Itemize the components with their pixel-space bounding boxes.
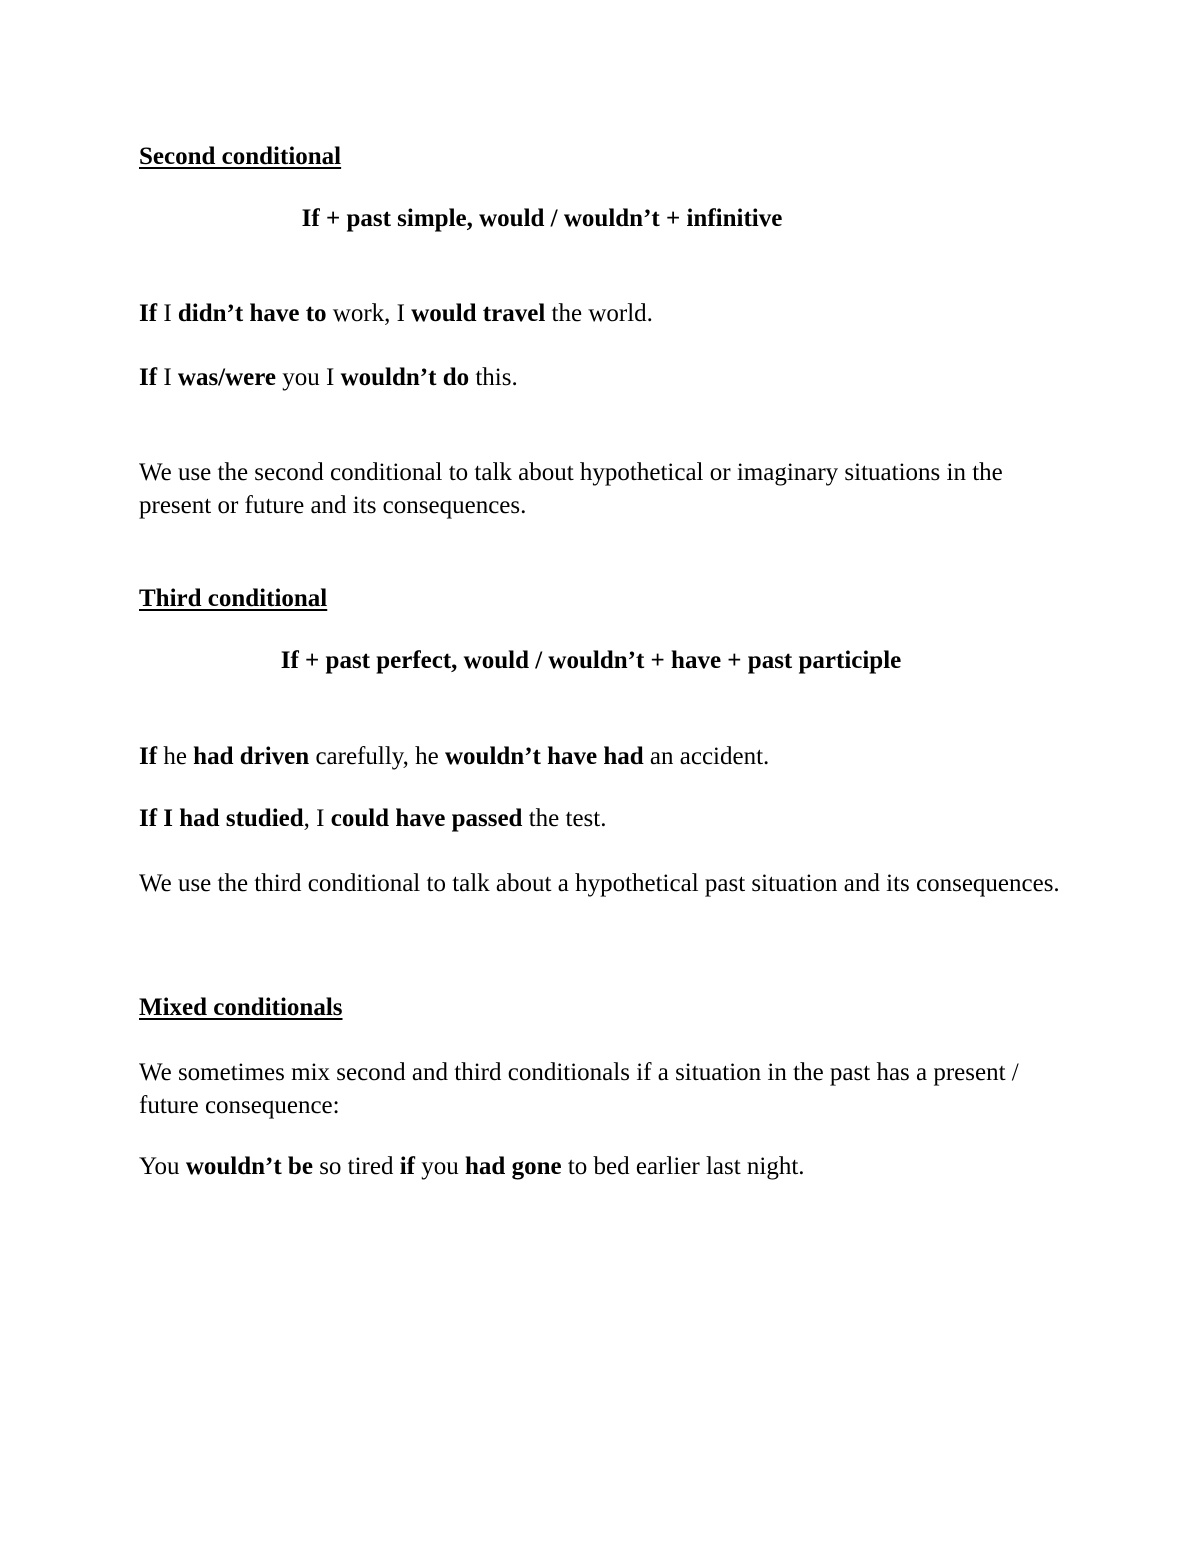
second-conditional-example-1 [139, 298, 1069, 330]
bold-text-segment: if [399, 1153, 416, 1180]
bold-text-segment: didn’t have to [177, 300, 327, 327]
third-conditional-heading: Third conditional [139, 585, 328, 612]
bold-text-segment: If I had studied [139, 805, 304, 832]
mixed-conditionals-example-1 [139, 1151, 1069, 1183]
text-segment: this. [469, 364, 518, 391]
text-segment: you [415, 1153, 466, 1180]
text-segment: the test. [522, 805, 607, 832]
bold-text-segment: wouldn’t be [185, 1153, 313, 1180]
text-segment: you I [276, 364, 341, 391]
second-conditional-example-2 [139, 362, 1069, 394]
text-segment: the world. [545, 300, 653, 327]
third-conditional-example-1 [139, 741, 1069, 773]
mixed-conditionals-explanation: We sometimes mix second and third conditionals if a situation in the past has a present / future consequence: [139, 1059, 1019, 1119]
bold-text-segment: had driven [193, 743, 310, 770]
bold-text-segment: wouldn’t have had [445, 743, 644, 770]
second-conditional-heading: Second conditional [139, 143, 342, 170]
text-segment: , I [303, 805, 331, 832]
bold-text-segment: could have passed [330, 805, 523, 832]
text-segment: to bed earlier last night. [561, 1153, 805, 1180]
mixed-conditionals-heading: Mixed conditionals [139, 994, 343, 1021]
text-segment: so tired [312, 1153, 400, 1180]
third-conditional-example-2 [139, 803, 1069, 835]
bold-text-segment: If [139, 743, 158, 770]
text-segment: carefully, he [309, 743, 445, 770]
text-segment: I [157, 300, 178, 327]
bold-text-segment: If [139, 364, 158, 391]
text-segment: work, I [326, 300, 412, 327]
text-segment: he [157, 743, 194, 770]
bold-text-segment: had gone [465, 1153, 562, 1180]
text-segment: You [139, 1153, 186, 1180]
bold-text-segment: If [139, 300, 158, 327]
text-segment: an accident. [643, 743, 770, 770]
bold-text-segment: would travel [411, 300, 546, 327]
second-conditional-formula: If + past simple, would / wouldn’t + infinitive [301, 205, 783, 232]
second-conditional-explanation: We use the second conditional to talk about hypothetical or imaginary situations in the present or future and its consequences. [139, 459, 1003, 519]
third-conditional-explanation: We use the third conditional to talk about a hypothetical past situation and its consequences. [139, 870, 1060, 897]
bold-text-segment: was/were [177, 364, 277, 391]
third-conditional-formula: If + past perfect, would / wouldn’t + have + past participle [280, 647, 902, 674]
text-segment: I [157, 364, 178, 391]
bold-text-segment: wouldn’t do [340, 364, 470, 391]
